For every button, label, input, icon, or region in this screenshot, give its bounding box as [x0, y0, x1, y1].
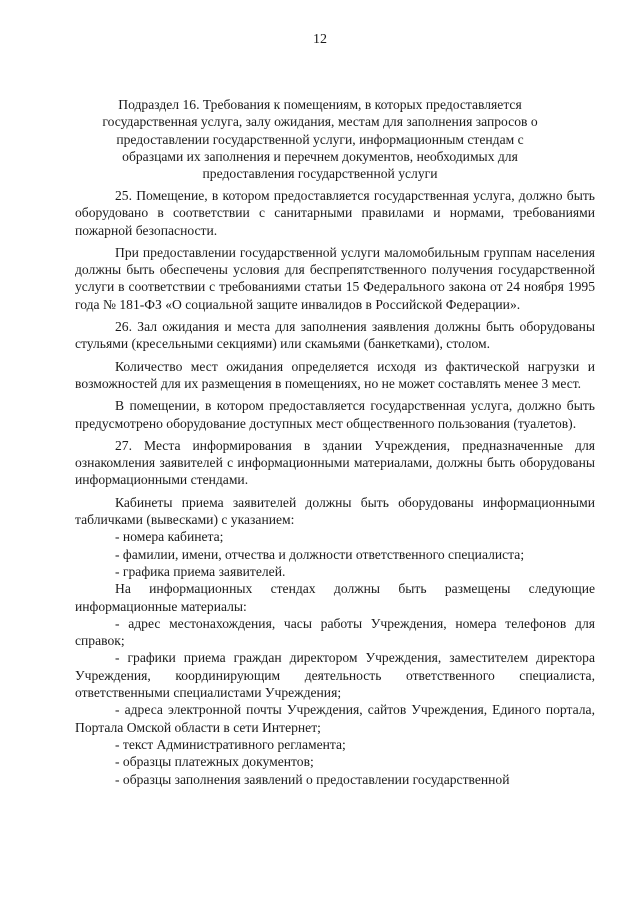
paragraph-info-stands: На информационных стендах должны быть размещены следующие информационные материалы: [75, 581, 595, 614]
list-item: - адреса электронной почты Учреждения, сайтов Учреждения, Единого портала, Портала Омской области в сети Интернет; [75, 702, 595, 735]
list-item: - графики приема граждан директором Учреждения, заместителем директора Учреждения, координирующим деятельность ответственного специалиста, ответственными специалистами Учреждения; [75, 650, 595, 701]
paragraph-26: 26. Зал ожидания и места для заполнения заявления должны быть оборудованы стульями (кресельными секциями) или скамьями (банкетками), столом. [75, 319, 595, 352]
list-item: - образцы платежных документов; [115, 754, 314, 770]
subsection-heading: Подраздел 16. Требования к помещениям, в которых предоставляется государственная услуга, залу ожидания, местам для заполнения запросов о предоставлении государственной услуги, информационным стендам с образцами их заполнения и перечнем документов, необходимых для предоставления государственной услуги [102, 97, 538, 182]
list-item: - образцы заполнения заявлений о предоставлении государственной [115, 771, 510, 787]
paragraph-27: 27. Места информирования в здании Учреждения, предназначенные для ознакомления заявителей с информационными материалами, должны быть оборудованы информационными стендами. [75, 437, 595, 488]
page-number: 12 [313, 32, 327, 47]
paragraph-restrooms: В помещении, в котором предоставляется государственная услуга, должно быть предусмотрено оборудование доступных мест общественного пользования (туалетов). [75, 398, 595, 431]
list-item: - номера кабинета; [115, 529, 224, 545]
body-text [75, 187, 595, 788]
paragraph-25: 25. Помещение, в котором предоставляется государственная услуга, должно быть оборудовано в соответствии с санитарными правилами и нормами, требованиями пожарной безопасности. [75, 188, 595, 238]
list-item: - графика приема заявителей. [115, 563, 286, 579]
list-item: - текст Административного регламента; [115, 736, 346, 752]
paragraph-cabinet-signs: Кабинеты приема заявителей должны быть оборудованы информационными табличками (вывесками) с указанием: [75, 494, 595, 528]
list-item: - фамилии, имени, отчества и должности ответственного специалиста; [115, 546, 525, 562]
list-item: - адрес местонахождения, часы работы Учреждения, номера телефонов для справок; [75, 615, 595, 649]
paragraph-waiting-seats: Количество мест ожидания определяется исходя из фактической нагрузки и возможностей для их размещения в помещениях, но не может составлять менее 3 мест. [75, 358, 595, 391]
paragraph-accessibility: При предоставлении государственной услуги маломобильным группам населения должны быть обеспечены условия для беспрепятственного получения государственной услуги в соответствии с требованиями статьи 15 Федерального закона от 24 ноября 1995 года № 181-ФЗ «О социальной защите инвалидов в Российской Федерации». [75, 244, 595, 312]
